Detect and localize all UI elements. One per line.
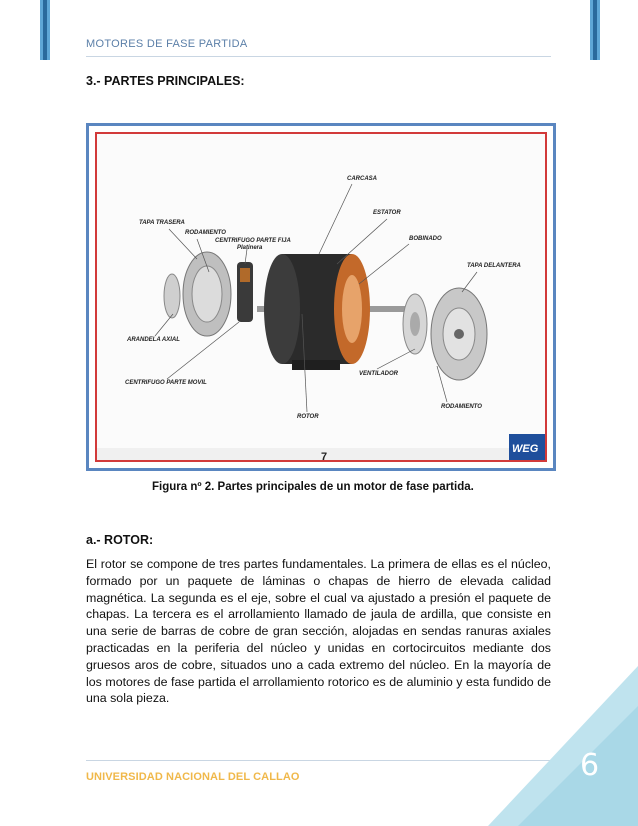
page-number: 6 (580, 748, 600, 783)
label-ventilador: VENTILADOR (359, 371, 398, 377)
label-rotor: ROTOR (297, 414, 319, 420)
rotor-paragraph: El rotor se compone de tres partes fundamentales. La primera de ellas es el núcleo, formado por un paquete de láminas o chapas de hierro de elevada calidad magnética. La segunda es el eje, sobre el cual va ajustado a presión el paquete de chapas. La tercera es el arrollamiento llamado de jaula de ardilla, que consiste en una serie de barras de cobre de gran sección, alojadas en sendas ranuras axiales practicadas en la periferia del núcleo y unidas en cortocircuitos mediante dos gruesos aros de cobre, situados uno a cada extremo del núcleo. En la mayoría de los motores de fase partida el arrollamiento rotorico es de aluminio y esta fundido de una sola pieza. (86, 557, 551, 706)
front-cover-shape (431, 288, 487, 380)
weg-logo (509, 434, 545, 460)
label-tapa-trasera: TAPA TRASERA (139, 220, 185, 226)
page-frame-bar-right (590, 0, 600, 60)
figure-image-area (95, 132, 547, 462)
page-frame-bar-left (40, 0, 50, 60)
weg-logo-text: WEG (512, 443, 539, 455)
label-estator: ESTATOR (373, 210, 401, 216)
page-corner-decoration (488, 666, 638, 826)
label-centrifugo-fija: CENTRIFUGO PARTE FIJA (215, 238, 291, 244)
centrifugal-switch-shape (237, 262, 253, 322)
section-heading: 3.- PARTES PRINCIPALES: (86, 74, 245, 88)
rotor-heading: a.- ROTOR: (86, 533, 154, 547)
label-platinera: Platinera (237, 245, 263, 251)
figure-caption: Figura nº 2. Partes principales de un motor de fase partida. (152, 481, 474, 493)
label-rodamiento-right: RODAMIENTO (441, 404, 482, 410)
footer-rule (86, 760, 551, 761)
motor-housing-shape (264, 254, 370, 370)
header-rule (86, 56, 551, 57)
header-title: MOTORES DE FASE PARTIDA (86, 38, 248, 50)
exploded-motor-illustration (97, 134, 547, 462)
label-tapa-delantera: TAPA DELANTERA (467, 263, 521, 269)
label-arandela-axial: ARANDELA AXIAL (127, 337, 180, 343)
label-rodamiento-left: RODAMIENTO (185, 230, 226, 236)
label-bobinado: BOBINADO (409, 236, 442, 242)
label-carcasa: CARCASA (347, 176, 377, 182)
motor-parts-figure (86, 123, 556, 471)
footer-institution: UNIVERSIDAD NACIONAL DEL CALLAO (86, 771, 300, 783)
fan-shape (403, 294, 427, 354)
figure-page-ref: 7 (321, 451, 328, 463)
label-centrifugo-movil: CENTRIFUGO PARTE MOVIL (125, 380, 207, 386)
rear-cover-shape (164, 252, 231, 336)
